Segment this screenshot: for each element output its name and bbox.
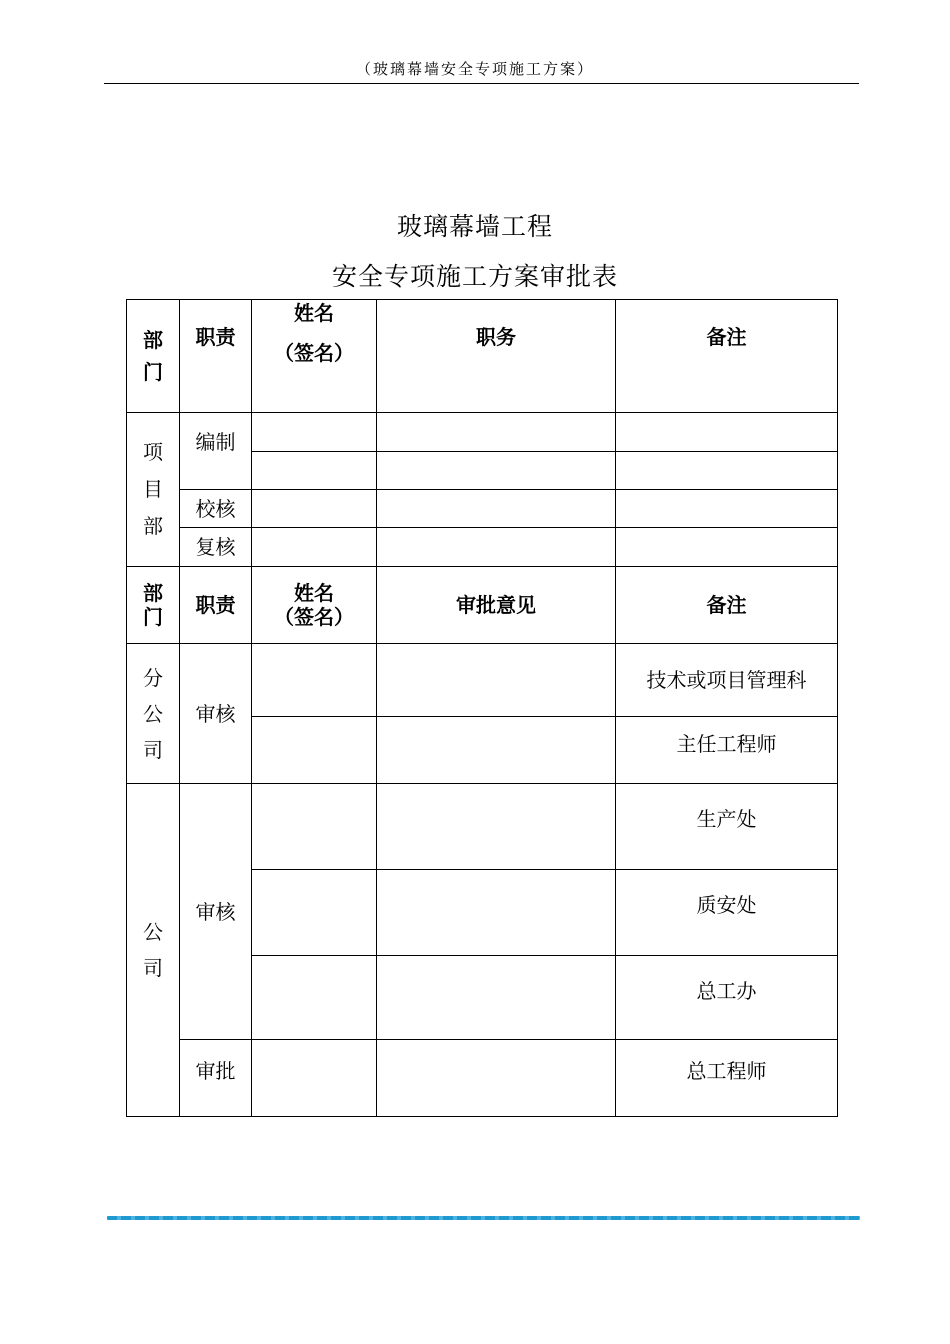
project-row-1 xyxy=(127,413,838,452)
header2-name xyxy=(252,567,377,644)
approval-table xyxy=(126,299,838,1117)
page-header: （玻璃幕墙安全专项施工方案） xyxy=(355,60,594,78)
company-review-role: 审核 xyxy=(180,784,252,1040)
company-remark-2: 质安处 xyxy=(616,870,838,956)
project-row-3 xyxy=(127,490,838,528)
branch-opinion-cell-2[interactable] xyxy=(377,717,616,784)
header-name xyxy=(252,300,377,413)
company-opinion-cell-2[interactable] xyxy=(377,870,616,956)
project-position-cell-4[interactable] xyxy=(377,528,616,567)
company-dept-cell xyxy=(127,784,180,1117)
project-position-cell-3[interactable] xyxy=(377,490,616,528)
branch-remark-2: 主任工程师 xyxy=(616,717,838,784)
project-name-cell-3[interactable] xyxy=(252,490,377,528)
document-subtitle: 安全专项施工方案审批表 xyxy=(331,262,618,291)
project-name-cell-2[interactable] xyxy=(252,452,377,490)
branch-opinion-cell-1[interactable] xyxy=(377,644,616,717)
branch-name-cell-1[interactable] xyxy=(252,644,377,717)
company-remark-3: 总工办 xyxy=(616,956,838,1040)
header2-name-line1: 姓名 xyxy=(294,581,334,605)
company-name-cell-1[interactable] xyxy=(252,784,377,870)
company-remark-4: 总工程师 xyxy=(616,1040,838,1117)
project-dept-cell xyxy=(127,413,180,567)
project-position-cell-2[interactable] xyxy=(377,452,616,490)
branch-dept-label: 分公司 xyxy=(143,665,163,762)
project-remark-cell-1[interactable] xyxy=(616,413,838,452)
header-role-text: 职责 xyxy=(195,325,236,349)
header2-remark: 备注 xyxy=(616,567,838,644)
company-remark-1: 生产处 xyxy=(616,784,838,870)
section1-header-row xyxy=(127,300,838,413)
role-compile xyxy=(180,413,252,490)
company-opinion-cell-3[interactable] xyxy=(377,956,616,1040)
company-name-cell-4[interactable] xyxy=(252,1040,377,1117)
section2-header-row xyxy=(127,567,838,644)
project-position-cell-1[interactable] xyxy=(377,413,616,452)
footer-decorative-line xyxy=(107,1216,860,1220)
branch-remark-1: 技术或项目管理科 xyxy=(616,644,838,717)
company-name-cell-2[interactable] xyxy=(252,870,377,956)
header-rule xyxy=(104,83,859,84)
company-dept-label: 公司 xyxy=(143,920,163,980)
header-name-line2: （签名） xyxy=(274,341,354,365)
header-position-text: 职务 xyxy=(476,325,516,349)
header-remark xyxy=(616,300,838,413)
branch-row-1 xyxy=(127,644,838,717)
project-name-cell-4[interactable] xyxy=(252,528,377,567)
company-row-4 xyxy=(127,1040,838,1117)
company-row-1 xyxy=(127,784,838,870)
header-remark-text: 备注 xyxy=(706,325,747,349)
document-title: 玻璃幕墙工程 xyxy=(396,212,553,241)
project-name-cell-1[interactable] xyxy=(252,413,377,452)
header-position xyxy=(377,300,616,413)
header-role xyxy=(180,300,252,413)
company-opinion-cell-4[interactable] xyxy=(377,1040,616,1117)
header2-opinion: 审批意见 xyxy=(377,567,616,644)
role-compile-text: 编制 xyxy=(195,430,236,454)
header2-dept-text: 部门 xyxy=(143,581,163,629)
project-remark-cell-2[interactable] xyxy=(616,452,838,490)
company-name-cell-3[interactable] xyxy=(252,956,377,1040)
header2-name-line2: （签名） xyxy=(274,605,354,629)
project-row-4 xyxy=(127,528,838,567)
project-remark-cell-4[interactable] xyxy=(616,528,838,567)
project-dept-label: 项目部 xyxy=(143,440,163,538)
header-dept-text: 部门 xyxy=(143,328,163,384)
header-name-line1: 姓名 xyxy=(294,301,334,325)
header2-role: 职责 xyxy=(180,567,252,644)
branch-role: 审核 xyxy=(180,644,252,784)
branch-name-cell-2[interactable] xyxy=(252,717,377,784)
header2-dept xyxy=(127,567,180,644)
company-opinion-cell-1[interactable] xyxy=(377,784,616,870)
role-check: 校核 xyxy=(180,490,252,528)
header-dept xyxy=(127,300,180,413)
role-recheck: 复核 xyxy=(180,528,252,567)
branch-dept-cell xyxy=(127,644,180,784)
company-approve-role: 审批 xyxy=(180,1040,252,1117)
project-remark-cell-3[interactable] xyxy=(616,490,838,528)
